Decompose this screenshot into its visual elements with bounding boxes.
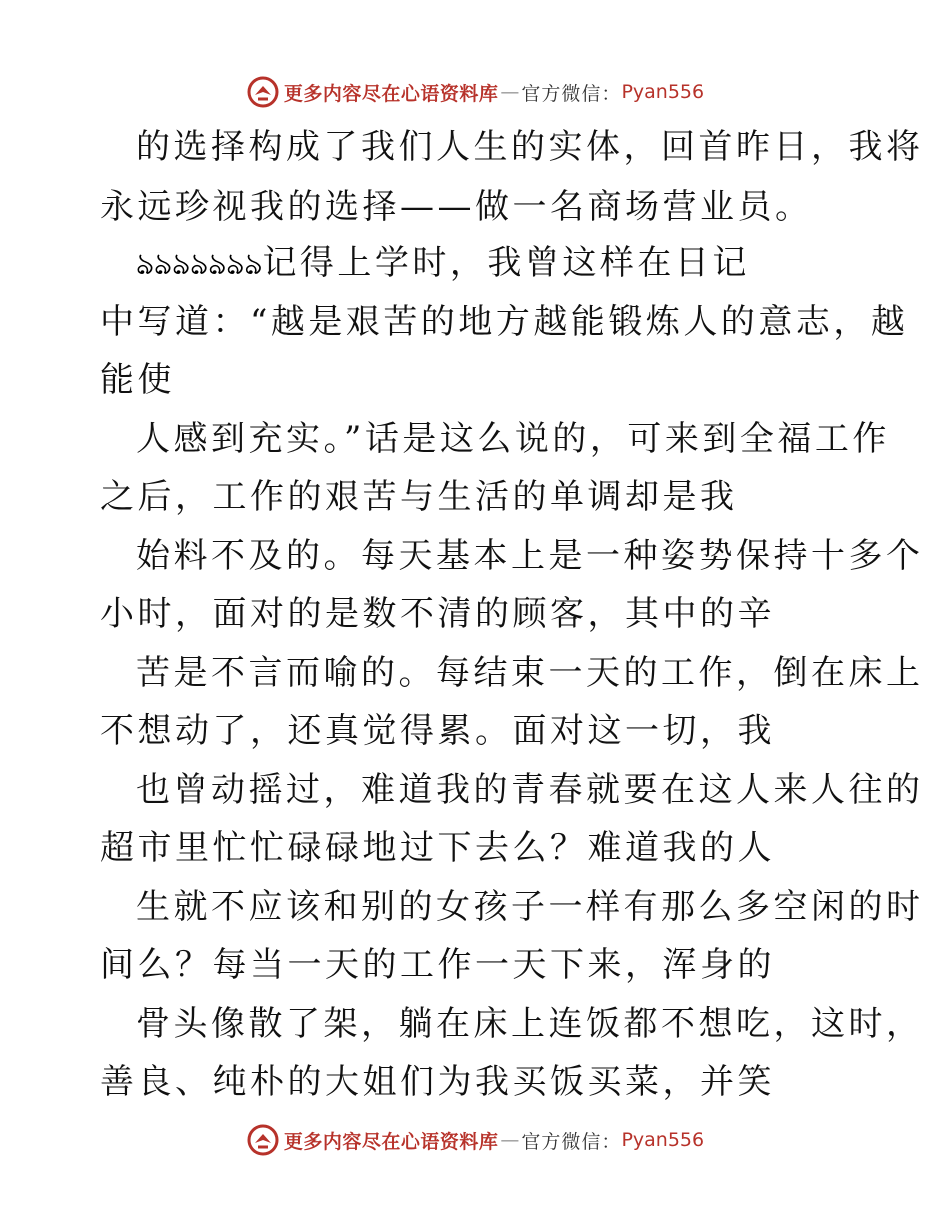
ornament-glyphs: ঌঌঌঌঌঌঌ: [136, 247, 263, 282]
banner-wechat-label: 官方微信：: [521, 82, 622, 105]
text-line-13: 超市里忙忙碌碌地过下去么？难道我的人: [100, 828, 775, 868]
banner-brand: 更多内容尽在心语资料库: [283, 1130, 499, 1153]
text-line-9: 小时，面对的是数不清的顾客，其中的辛: [100, 594, 775, 634]
text-line-2: 永远珍视我的选择——做一名商场营业员。: [100, 187, 813, 227]
text-line-6: 人感到充实。”话是这么说的，可来到全福工作: [136, 419, 890, 459]
banner-wechat-id: Pyan556: [621, 1129, 705, 1151]
text-line-7: 之后，工作的艰苦与生活的单调却是我: [100, 477, 738, 517]
text-line-8: 始料不及的。每天基本上是一种姿势保持十多个: [136, 536, 924, 576]
text-line-15: 间么？每当一天的工作一天下来，浑身的: [100, 945, 775, 985]
footer-banner: [0, 1120, 950, 1160]
text-line-17: 善良、纯朴的大姐们为我买饭买菜，并笑: [100, 1062, 775, 1102]
banner-brand: 更多内容尽在心语资料库: [283, 82, 499, 105]
banner-wechat-label: 官方微信：: [521, 1130, 622, 1153]
text-line-4: 中写道：“越是艰苦的地方越能锻炼人的意志，越: [100, 302, 909, 342]
header-banner: [0, 72, 950, 112]
banner-wechat-id: Pyan556: [621, 81, 705, 103]
banner-dash: —: [500, 81, 520, 103]
text-line-10: 苦是不言而喻的。每结束一天的工作，倒在床上: [136, 653, 924, 693]
book-logo-icon: [246, 1123, 280, 1157]
text-line-11: 不想动了，还真觉得累。面对这一切，我: [100, 711, 775, 751]
text-line-3: [136, 243, 750, 285]
text-line-12: 也曾动摇过，难道我的青春就要在这人来人往的: [136, 770, 924, 810]
text-line-1: 的选择构成了我们人生的实体，回首昨日，我将: [136, 127, 924, 167]
banner-dash: —: [500, 1129, 520, 1151]
text-line-5: 能使: [100, 360, 175, 400]
text-line-14: 生就不应该和别的女孩子一样有那么多空闲的时: [136, 887, 924, 927]
book-logo-icon: [246, 75, 280, 109]
text-line-3-text: 记得上学时，我曾这样在日记: [262, 243, 750, 283]
text-line-16: 骨头像散了架，躺在床上连饭都不想吃，这时，: [136, 1004, 924, 1044]
